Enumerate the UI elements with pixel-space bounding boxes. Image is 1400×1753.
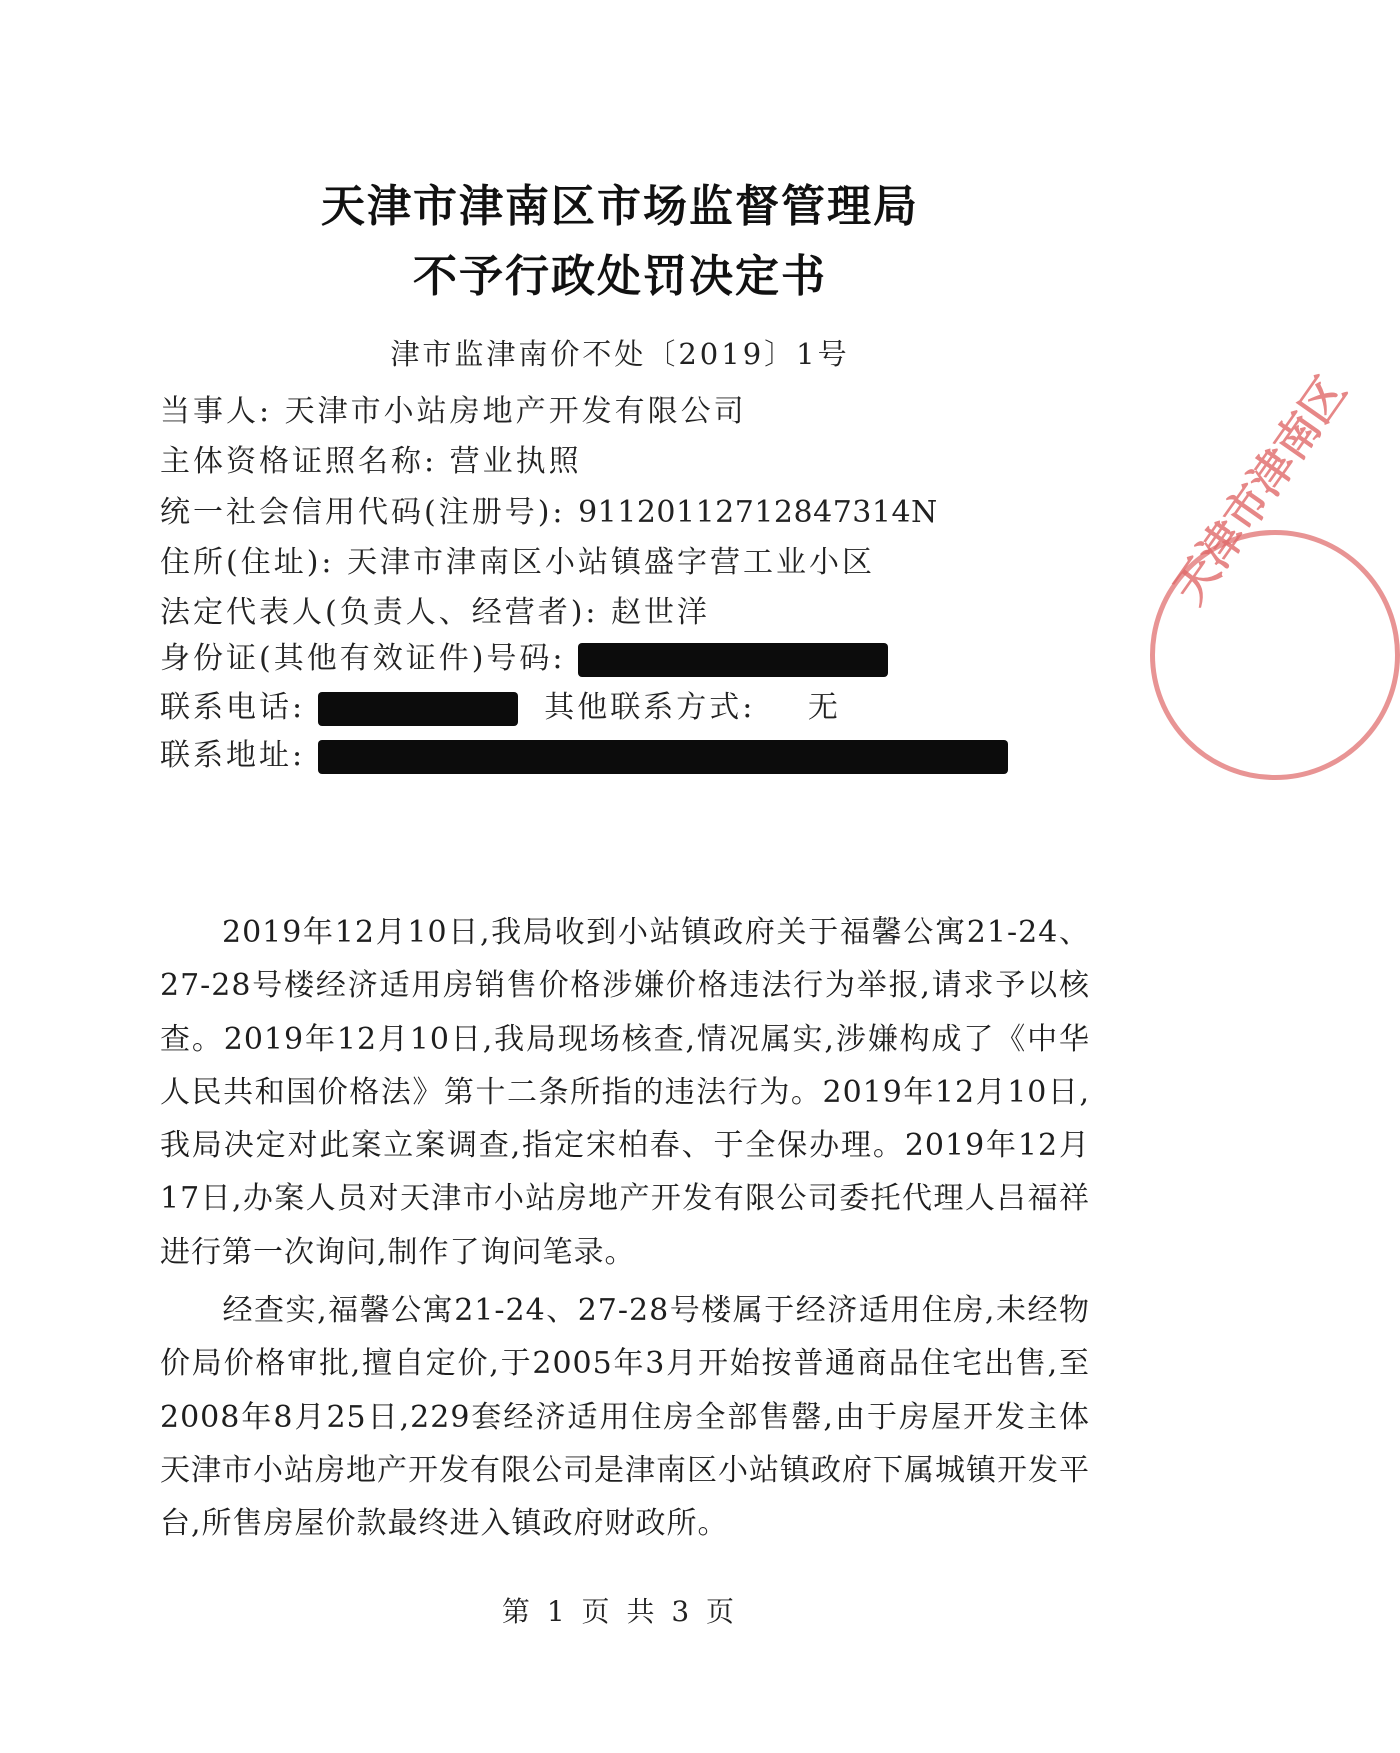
address-value: 天津市津南区小站镇盛字营工业小区 (347, 545, 876, 580)
document-title-line1: 天津市津南区市场监督管理局 (321, 181, 919, 232)
credit-code-row (160, 487, 938, 531)
phone-row (160, 682, 841, 726)
legal-rep-row (160, 587, 710, 631)
other-contact-label: 其他联系方式: (544, 690, 756, 725)
official-seal-text: 天津市津南区 (1163, 367, 1357, 614)
address-row (160, 537, 875, 581)
contact-address-redaction (318, 740, 1008, 774)
document-number: 津市监津南价不处〔2019〕1号 (390, 337, 850, 371)
phone-redaction (318, 692, 518, 726)
license-label: 主体资格证照名称: (160, 444, 438, 479)
legal-rep-value: 赵世洋 (611, 595, 711, 630)
license-value: 营业执照 (449, 444, 582, 479)
legal-rep-label: 法定代表人(负责人、经营者): (160, 595, 599, 630)
id-row (160, 633, 888, 677)
body-paragraph-2 (160, 1284, 1090, 1550)
phone-label: 联系电话: (160, 690, 306, 725)
contact-address-row (160, 730, 1008, 774)
party-row (160, 386, 747, 430)
other-contact-value: 无 (807, 690, 841, 725)
body-paragraph-2-text: 经查实,福馨公寓21-24、27-28号楼属于经济适用住房,未经物价局价格审批,擅自定价,于2005年3月开始按普通商品住宅出售,至2008年8月25日,229套经济适用住房全部售罄,由于房屋开发主体天津市小站房地产开发有限公司是津南区小站镇政府下属城镇开发平台,所售房屋价款最终进入镇政府财政所。 (160, 1293, 1090, 1542)
page-indicator: 第 1 页 共 3 页 (501, 1595, 739, 1628)
id-redaction (578, 643, 888, 677)
party-value: 天津市小站房地产开发有限公司 (284, 394, 747, 429)
address-label: 住所(住址): (160, 545, 335, 580)
party-label: 当事人: (160, 394, 273, 429)
contact-address-label: 联系地址: (160, 738, 306, 773)
license-row (160, 436, 582, 480)
document-title-line2: 不予行政处罚决定书 (413, 251, 827, 302)
credit-code-label: 统一社会信用代码(注册号): (160, 495, 566, 530)
body-paragraph-1-text: 2019年12月10日,我局收到小站镇政府关于福馨公寓21-24、27-28号楼经济适用房销售价格涉嫌价格违法行为举报,请求予以核查。2019年12月10日,我局现场核查,情况属实,涉嫌构成了《中华人民共和国价格法》第十二条所指的违法行为。2019年12月10日,我局决定对此案立案调查,指定宋柏春、于全保办理。2019年12月17日,办案人员对天津市小站房地产开发有限公司委托代理人吕福祥进行第一次询问,制作了询问笔录。 (160, 915, 1090, 1270)
credit-code-value: 91120112712847314N (578, 495, 938, 530)
body-paragraph-1 (160, 906, 1090, 1279)
id-label: 身份证(其他有效证件)号码: (160, 641, 566, 676)
